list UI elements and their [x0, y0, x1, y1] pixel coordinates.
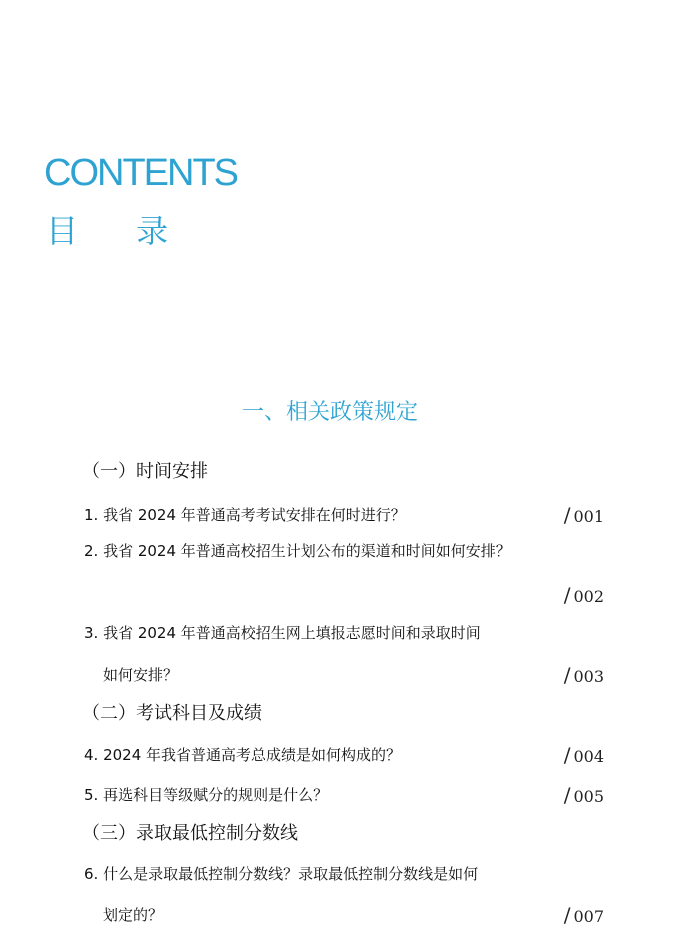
toc-item-6[interactable]: 6. 什么是录取最低控制分数线？录取最低控制分数线是如何 — [84, 865, 479, 883]
subsection-heading: （一）时间安排 — [82, 461, 208, 482]
page-slash: / — [563, 583, 571, 607]
toc-item-3-continued[interactable]: 如何安排？ — [103, 666, 179, 684]
page-value: 004 — [573, 747, 604, 766]
page-number[interactable] — [564, 783, 604, 809]
subsection-heading: （三）录取最低控制分数线 — [82, 823, 298, 844]
page-slash: / — [563, 783, 571, 807]
page-value: 003 — [573, 667, 604, 686]
page-slash: / — [563, 743, 571, 767]
page-value: 001 — [573, 507, 604, 526]
page-number[interactable] — [564, 743, 604, 769]
page-slash: / — [563, 503, 571, 527]
page-value: 005 — [573, 787, 604, 806]
page-slash: / — [563, 663, 571, 687]
page-number[interactable] — [564, 503, 604, 529]
subsection-heading: （二）考试科目及成绩 — [82, 703, 262, 724]
toc-item-1[interactable]: 1. 我省 2024 年普通高考考试安排在何时进行？ — [84, 506, 406, 524]
toc-item-3[interactable]: 3. 我省 2024 年普通高校招生网上填报志愿时间和录取时间 — [84, 624, 481, 642]
contents-title-zh: 目 录 — [46, 212, 193, 250]
page-value: 007 — [573, 907, 604, 926]
contents-title-en: CONTENTS — [44, 152, 237, 194]
page-slash: / — [563, 903, 571, 927]
toc-item-6-continued[interactable]: 划定的？ — [103, 906, 164, 924]
page-number[interactable] — [564, 583, 604, 609]
page-number[interactable] — [564, 663, 604, 689]
toc-item-4[interactable]: 4. 2024 年我省普通高考总成绩是如何构成的？ — [84, 746, 402, 764]
section-title: 一、相关政策规定 — [241, 400, 418, 425]
page-number[interactable] — [564, 903, 604, 929]
toc-item-5[interactable]: 5. 再选科目等级赋分的规则是什么？ — [84, 786, 329, 804]
page-value: 002 — [573, 587, 604, 606]
toc-item-2[interactable]: 2. 我省 2024 年普通高校招生计划公布的渠道和时间如何安排？ — [84, 542, 511, 560]
